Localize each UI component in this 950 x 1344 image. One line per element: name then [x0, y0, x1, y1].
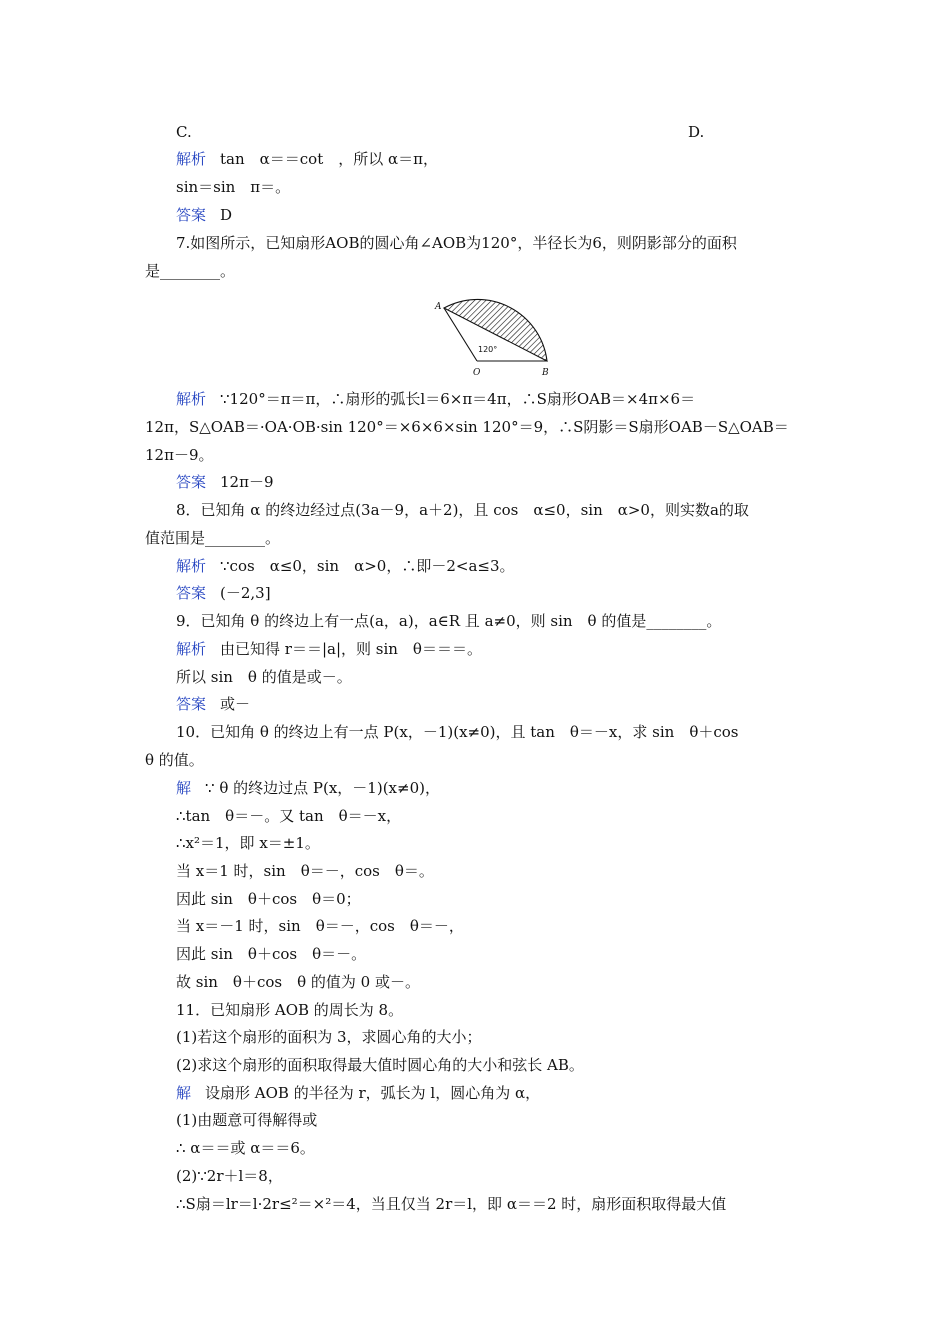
- question-10-cont: θ 的值。: [145, 751, 204, 769]
- text-line: 当 x＝1 时，sin θ＝－，cos θ＝。: [176, 862, 434, 880]
- angle-label: 120°: [478, 345, 498, 354]
- text-line: sin＝sin π＝。: [176, 178, 291, 196]
- text-line: 当 x＝－1 时，sin θ＝－，cos θ＝－，: [176, 917, 464, 935]
- analysis-line: 解析 ∵cos α≤0，sin α>0，∴即－2<a≤3。: [176, 557, 515, 575]
- analysis-label: 解析: [176, 390, 207, 408]
- analysis-line: 解析 由已知得 r＝＝|a|，则 sin θ＝＝＝。: [176, 640, 482, 658]
- answer-label: 答案: [176, 473, 207, 491]
- answer-line: 答案 (－2,3]: [176, 584, 271, 602]
- question-7: 7.如图所示，已知扇形AOB的圆心角∠AOB为120°，半径长为6，则阴影部分的面积: [176, 234, 737, 252]
- analysis-line: 解析 ∵120°＝π＝π，∴扇形的弧长l＝6×π＝4π，∴S扇形OAB＝×4π×6＝: [176, 390, 696, 408]
- label-b: B: [542, 368, 549, 378]
- text-line: 12π，S△OAB＝·OA·OB·sin 120°＝×6×6×sin 120°＝9，∴S阴影＝S扇形OAB－S△OAB＝: [145, 418, 789, 436]
- answer-line: 答案 D: [176, 206, 233, 224]
- text-line: ∴tan θ＝－。又 tan θ＝－x，: [176, 807, 402, 825]
- answer-label: 答案: [176, 584, 207, 602]
- option-c-line: C. D.: [176, 119, 810, 146]
- question-11-part-1: (1)若这个扇形的面积为 3，求圆心角的大小；: [176, 1028, 482, 1046]
- label-a: A: [435, 302, 442, 312]
- solution-label: 解: [176, 779, 192, 797]
- label-o: O: [473, 368, 481, 378]
- text-line: 所以 sin θ 的值是或－。: [176, 668, 352, 686]
- text-line: 12π－9。: [145, 446, 214, 464]
- question-8: 8．已知角 α 的终边经过点(3a－9，a＋2)，且 cos α≤0，sin α>0，则实数a的取: [176, 501, 749, 519]
- question-11-part-2: (2)求这个扇形的面积取得最大值时圆心角的大小和弦长 AB。: [176, 1056, 584, 1074]
- answer-line: 答案 12π－9: [176, 473, 274, 491]
- analysis-label: 解析: [176, 557, 207, 575]
- text-line: 因此 sin θ＋cos θ＝0；: [176, 890, 361, 908]
- analysis-label: 解析: [176, 640, 207, 658]
- answer-line: 答案 或－: [176, 695, 251, 713]
- text-line: (1)由题意可得解得或: [176, 1111, 318, 1129]
- solution-line: 解 设扇形 AOB 的半径为 r，弧长为 l，圆心角为 α，: [176, 1084, 541, 1102]
- answer-label: 答案: [176, 206, 207, 224]
- question-11: 11．已知扇形 AOB 的周长为 8。: [176, 1001, 404, 1019]
- text-line: (2)∵2r＋l＝8，: [176, 1167, 283, 1185]
- answer-label: 答案: [176, 695, 207, 713]
- option-d: D.: [688, 123, 705, 141]
- text-line: ∴x²＝1，即 x＝±1。: [176, 834, 320, 852]
- text-line: 故 sin θ＋cos θ 的值为 0 或－。: [176, 973, 420, 991]
- question-8-cont: 值范围是________。: [145, 529, 281, 547]
- text-line: ∴S扇＝lr＝l·2r≤²＝×²＝4，当且仅当 2r＝l，即 α＝＝2 时，扇形面积取得最大值: [176, 1195, 727, 1213]
- text-line: 因此 sin θ＋cos θ＝－。: [176, 945, 367, 963]
- text-line: ∴ α＝＝或 α＝＝6。: [176, 1139, 315, 1157]
- solution-line: 解 ∵ θ 的终边过点 P(x，－1)(x≠0)，: [176, 779, 440, 797]
- analysis-label: 解析: [176, 150, 207, 168]
- question-10: 10．已知角 θ 的终边上有一点 P(x，－1)(x≠0)，且 tan θ＝－x，求 sin θ＋cos: [176, 723, 739, 741]
- sector-figure: [430, 288, 554, 378]
- question-7-cont: 是________。: [145, 262, 236, 280]
- solution-label: 解: [176, 1084, 192, 1102]
- question-9: 9．已知角 θ 的终边上有一点(a，a)，a∈R 且 a≠0，则 sin θ 的值是________。: [176, 612, 722, 630]
- analysis-line: 解析 tan α＝＝cot ，所以 α＝π，: [176, 150, 438, 168]
